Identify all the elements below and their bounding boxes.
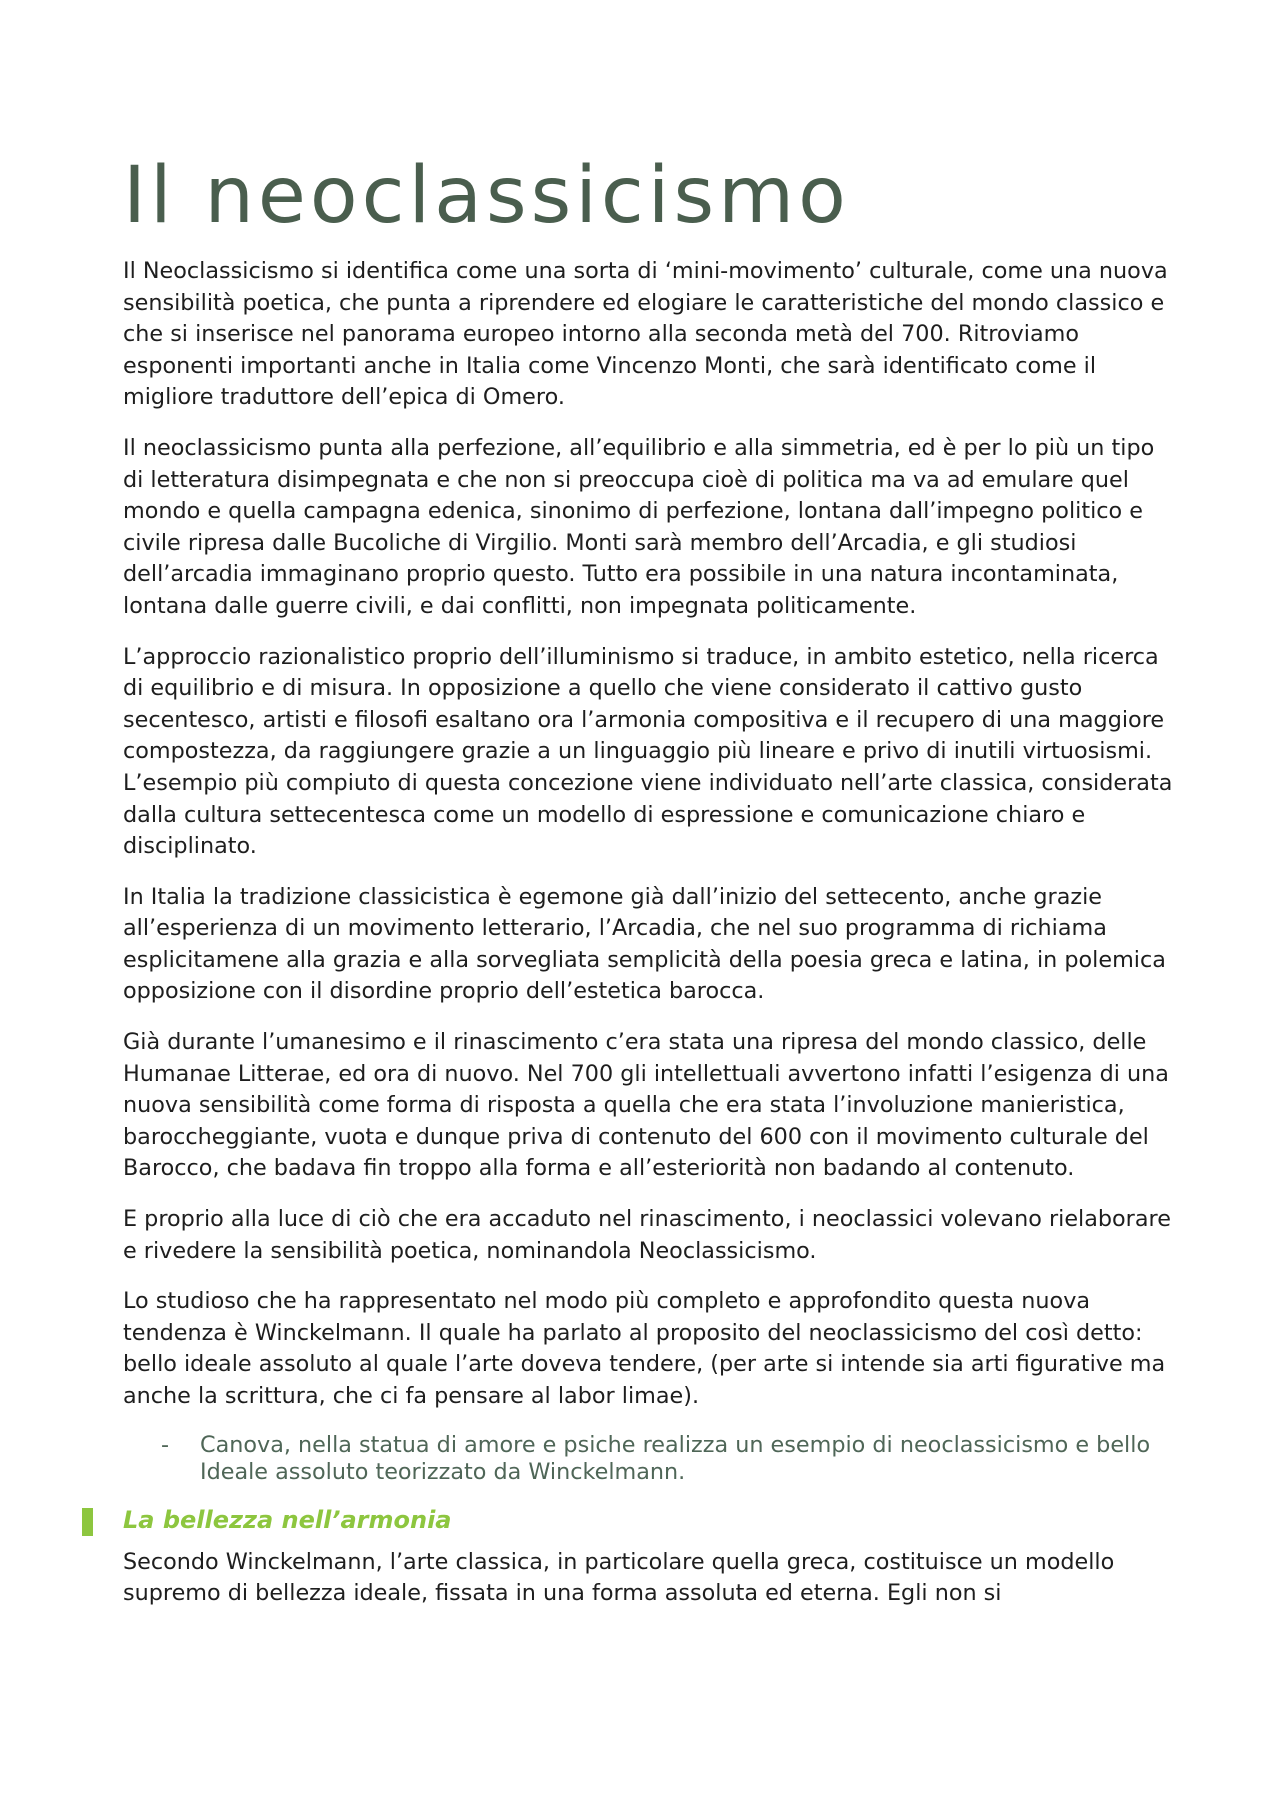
bullet-dash: - [161,1431,170,1458]
bullet-item-canova [123,1432,1173,1486]
page-title: Il neoclassicismo [123,151,850,241]
section-heading-bar [82,1508,93,1536]
section-heading [123,1503,1173,1537]
paragraph-humanism: Già durante l’umanesimo e il rinascimento c’era stata una ripresa del mondo classico, delle Humanae Litterae, ed ora di nuovo. Nel 700 gli intellettuali avvertono infatti l’esigenza di una nuova sensibilità come forma di risposta a quella che era stata l’involuzione manieristica, baroccheggiante, vuota e dunque priva di contenuto del 600 con il movimento culturale del Barocco, che badava fin troppo alla forma e all’esteriorità non badando al contenuto. [123,1029,1169,1182]
paragraph-rationalism: L’approccio razionalistico proprio dell’illuminismo si traduce, in ambito estetico, nella ricerca di equilibrio e di misura. In opposizione a quello che viene considerato il cattivo gusto secentesco, artisti e filosofi esaltano ora l’armonia compositiva e il recupero di una maggiore compostezza, da raggiungere grazie a un linguaggio più lineare e privo di inutili virtuosismi. L’esempio più compiuto di questa concezione viene individuato nell’arte classica, considerata dalla cultura settecentesca come un modello di espressione e comunicazione chiaro e disciplinato. [123,643,1173,860]
section-heading-text: La bellezza nell’armonia [123,1505,452,1534]
paragraph-renaissance: E proprio alla luce di ciò che era accaduto nel rinascimento, i neoclassici volevano rielaborare e rivedere la sensibilità poetica, nominandola Neoclassicismo. [123,1206,1171,1264]
paragraph-intro: Il Neoclassicismo si identifica come una sorta di ‘mini-movimento’ culturale, come una nuova sensibilità poetica, che punta a riprendere ed elogiare le caratteristiche del mondo classico e che si inserisce nel panorama europeo intorno alla seconda metà del 700. Ritroviamo esponenti importanti anche in Italia come Vincenzo Monti, che sarà identificato come il migliore traduttore dell’epica di Omero. [123,258,1168,411]
paragraph-italy-arcadia: In Italia la tradizione classicistica è egemone già dall’inizio del settecento, anche grazie all’esperienza di un movimento letterario, l’Arcadia, che nel suo programma di richiama esplicitamene alla grazia e alla sorvegliata semplicità della poesia greca e latina, in polemica opposizione con il disordine proprio dell’estetica barocca. [123,883,1166,1005]
paragraph-perfection: Il neoclassicismo punta alla perfezione, all’equilibrio e alla simmetria, ed è per lo più un tipo di letteratura disimpegnata e che non si preoccupa cioè di politica ma va ad emulare quel mondo e quella campagna edenica, sinonimo di perfezione, lontana dall’impegno politico e civile ripresa dalle Bucoliche di Virgilio. Monti sarà membro dell’Arcadia, e gli studiosi dell’arcadia immaginano proprio questo. Tutto era possibile in una natura incontaminata, lontana dalle guerre civili, e dai conflitti, non impegnata politicamente. [123,434,1155,619]
paragraph-winckelmann: Lo studioso che ha rappresentato nel modo più completo e approfondito questa nuova tendenza è Winckelmann. Il quale ha parlato al proposito del neoclassicismo del così detto: bello ideale assoluto al quale l’arte doveva tendere, (per arte si intende sia arti figurative ma anche la scrittura, che ci fa pensare al labor limae). [123,1288,1166,1409]
paragraph-section-beauty: Secondo Winckelmann, l’arte classica, in particolare quella greca, costituisce un modello supremo di bellezza ideale, fissata in una forma assoluta ed eterna. Egli non si [123,1548,1115,1607]
bullet-text: Canova, nella statua di amore e psiche realizza un esempio di neoclassicismo e bello Ideale assoluto teorizzato da Winckelmann. [200,1431,1151,1485]
document-page [123,150,1173,1629]
